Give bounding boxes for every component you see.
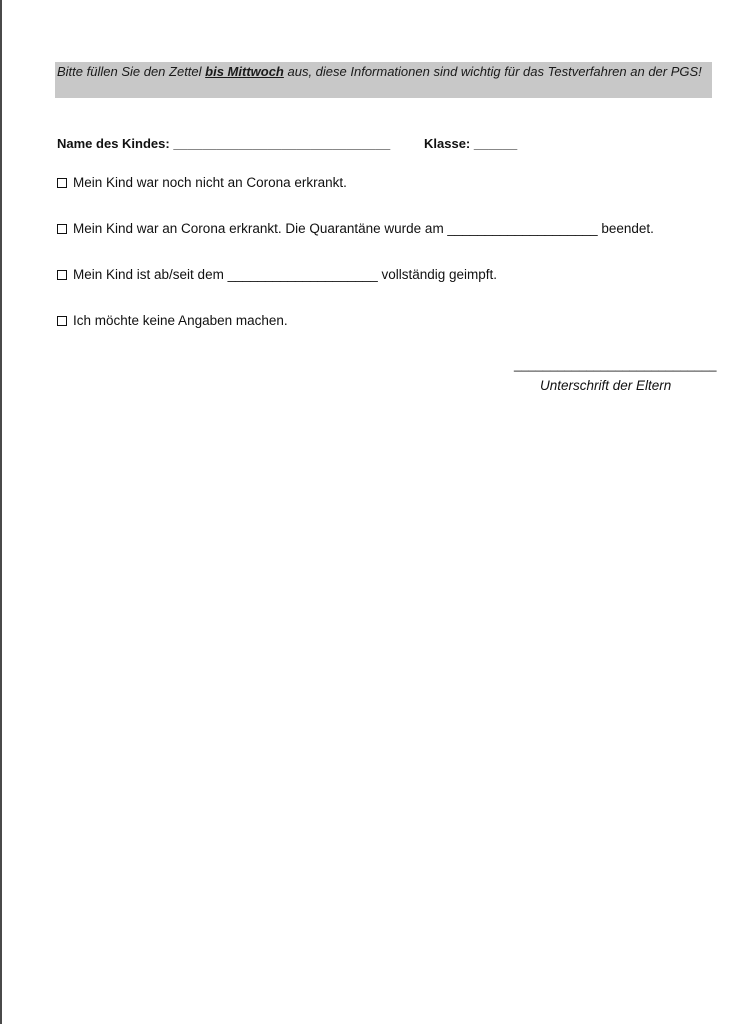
option-no-details[interactable]: [57, 312, 288, 330]
option-text: Ich möchte keine Angaben machen.: [73, 313, 288, 328]
notice-text-after: aus, diese Informationen sind wichtig für das Testverfahren an der PGS!: [283, 64, 702, 79]
child-name-field[interactable]: [57, 136, 390, 151]
class-field[interactable]: [424, 136, 517, 151]
class-blank[interactable]: ______: [473, 136, 518, 151]
option-text: Mein Kind ist ab/seit dem ____________________ vollständig geimpft.: [73, 267, 498, 282]
option-vaccinated[interactable]: [57, 266, 497, 284]
checkbox-icon[interactable]: [57, 316, 67, 326]
option-text: Mein Kind war noch nicht an Corona erkrankt.: [73, 175, 347, 190]
option-recovered[interactable]: [57, 220, 654, 238]
child-name-blank[interactable]: ______________________________: [173, 136, 391, 151]
signature-line[interactable]: ____________________________: [514, 357, 717, 372]
child-name-label: Name des Kindes:: [57, 136, 170, 151]
notice-text-before: Bitte füllen Sie den Zettel: [57, 64, 206, 79]
signature-label: Unterschrift der Eltern: [540, 378, 672, 393]
notice-deadline: bis Mittwoch: [205, 64, 284, 79]
option-not-infected[interactable]: [57, 174, 347, 192]
checkbox-icon[interactable]: [57, 178, 67, 188]
notice-banner: [55, 62, 712, 98]
class-label: Klasse:: [424, 136, 471, 151]
checkbox-icon[interactable]: [57, 224, 67, 234]
checkbox-icon[interactable]: [57, 270, 67, 280]
option-text: Mein Kind war an Corona erkrankt. Die Quarantäne wurde am ____________________ beendet.: [73, 221, 654, 236]
